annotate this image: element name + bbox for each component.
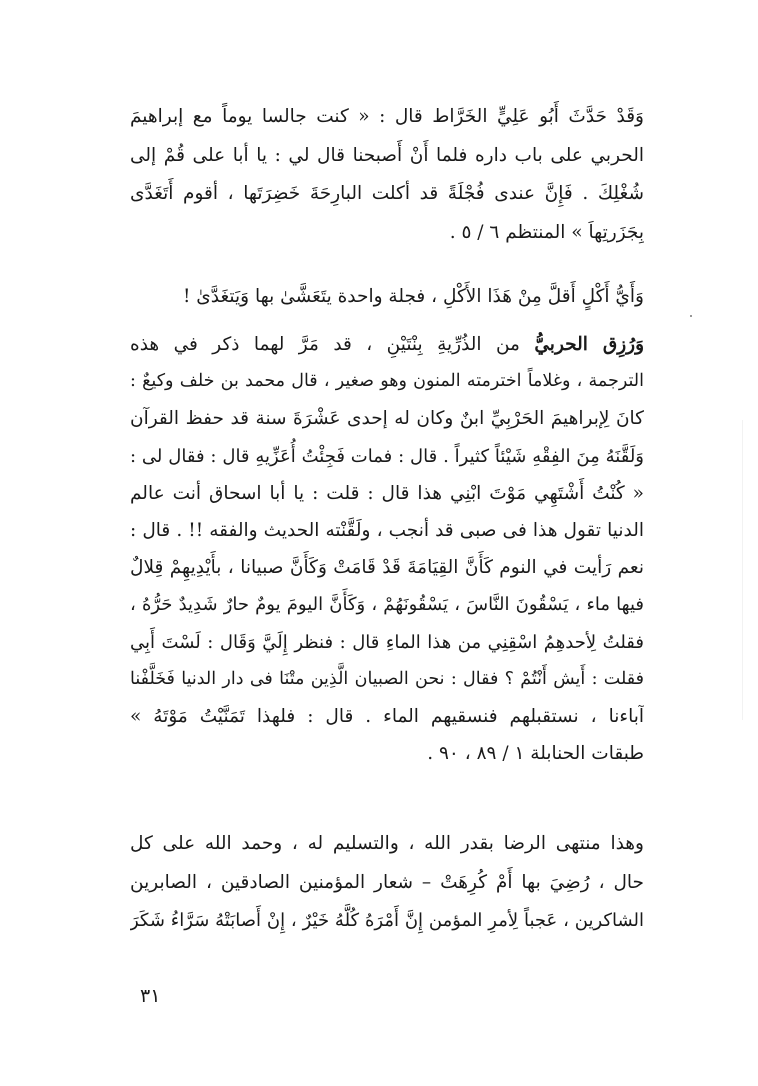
paragraph-which-food — [130, 278, 644, 317]
text-line: نعم رَأيت في النوم كَأَنَّ القِيَامَةَ قَدْ قَامَتْ وَكَأَنَّ صبيانا ، بأَيْدِيهِمْ قِلالٌ — [130, 557, 644, 579]
paragraph-kharrat-story — [130, 98, 644, 252]
text-line: الدنيا تقول هذا فى صبى قد أنجب ، ولَقَّنْته الحديث والفقه !! . قال : — [130, 519, 644, 541]
text-line: الحربي على باب داره فلما أَنْ أَصبحنا قال لي : يا أبا على قُمْ إلى — [130, 144, 644, 166]
lead-name: وَرُزِق الحربيُّ — [534, 334, 644, 355]
text-line: شُغْلِكَ . فَإِنَّ عندى فُجْلَةً قد أكلت البارِحَةَ خَضِرَتَها ، أقوم أَتَغَدَّى — [130, 183, 644, 204]
paragraph-contentment — [130, 825, 644, 941]
text-line: بِجَزَرتِهاَ » المنتظم ٦ / ٥ . — [449, 221, 644, 243]
text-line: فقلتُ لِأحدهِمُ اسْقِنِي من هذا الماءِ قال : فنظر إِلَيَّ وَقَال : لَسْتَ أَبِي — [130, 631, 644, 653]
text-line: آباءنا ، نستقبلهم فنسقيهم الماء . قال : فلهذا تَمَنَّيْتُ مَوْتَهُ » — [130, 705, 644, 727]
text-line: حال ، رُضِيَ بها أَمْ كُرِهَتْ – شعار المؤمنين الصادقين ، الصابرين — [130, 871, 644, 893]
text-line: وَأَيُّ أَكْلٍ أَقلَّ مِنْ هَذَا الأَكْلِ ، فجلة واحدة يتَعَشَّىٰ بها وَيَتغَدَّىٰ ! — [182, 286, 644, 307]
text-line: وهذا منتهى الرضا بقدر الله ، والتسليم له ، وحمد الله على كل — [130, 833, 644, 854]
ink-dot — [690, 315, 692, 317]
paragraph-rizq-story — [130, 326, 644, 772]
lead-continuation: من الذُرِّيةِ بِنْتَيْنِ ، قد مَرَّ لهما ذكر في هذه — [130, 334, 520, 355]
text-line: طبقات الحنابلة ١ / ٨٩ ، ٩٠ . — [427, 743, 644, 765]
text-line — [130, 326, 644, 363]
text-line: فيها ماء ، يَسْقُونَ النَّاسَ ، يَسْقُونَهُمْ ، وَكَأَنَّ اليومَ يومٌ حارٌ شَدِيدٌ حَرُّهُ ، — [130, 594, 644, 616]
page-edge-shadow — [742, 420, 743, 720]
text-line: كانَ لِإبراهيمَ الحَرْبِيِّ ابنٌ وكان له إحدى عَشْرَةَ سنة قد حفظ القرآن — [130, 408, 644, 430]
text-line: وَلَقَّنَهُ مِنَ الفِقْهِ شَيْئاً كثيراً . قال : فمات فَجِئْتُ أُعَزِّيهِ قال : فقال لى : — [130, 445, 644, 467]
text-line: الشاكرين ، عَجباً لِأمرِ المؤمن إِنَّ أَمْرَهُ كُلَّهُ خَيْرٌ ، إِنْ أَصابَتْهُ سَرَّاءُ شَكَرَ — [130, 910, 644, 931]
text-line: « كُنْتُ أَشْتَهِي مَوْتَ ابْنِي هذا قال : قلت : يا أبا اسحاق أنت عالم — [130, 482, 644, 504]
text-line: الترجمة ، وغلاماً اخترمته المنون وهو صغير ، قال محمد بن خلف وكيعٌ : — [130, 371, 644, 392]
page-number: ٣١ — [140, 985, 161, 1007]
text-line: فقلت : أَيش أَنْتُمْ ؟ فقال : نحن الصبيان الَّذِين متْنَا فى دار الدنيا فَخَلَّفْنا — [130, 668, 644, 689]
text-line: وَقَدْ حَدَّثَ أَبُو عَلِيٍّ الخَرَّاط قال : « كنت جالسا يوماً مع إبراهيمَ — [130, 106, 644, 127]
